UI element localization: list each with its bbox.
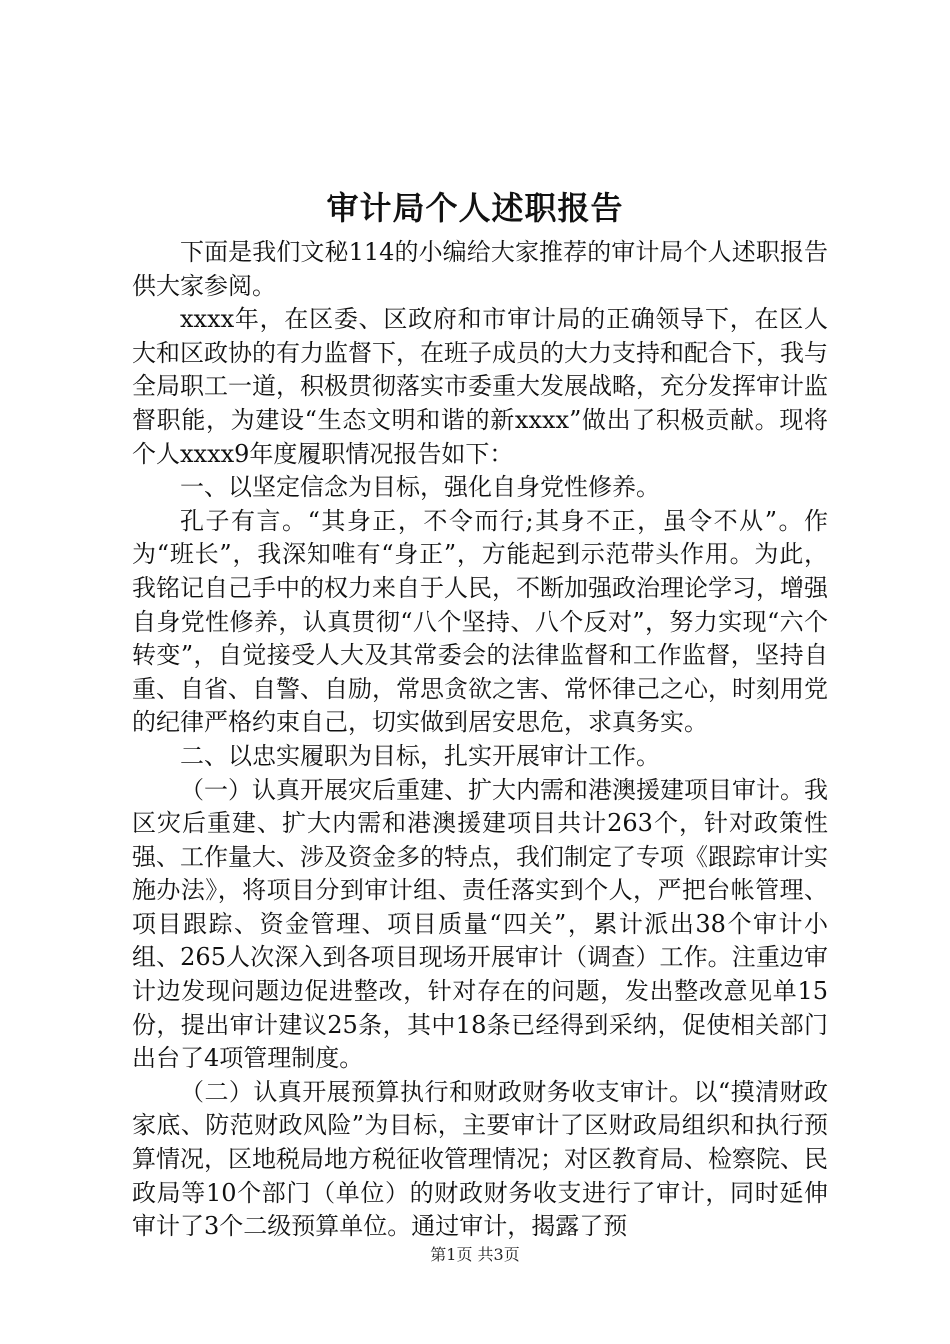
paragraph-overview: xxxx年，在区委、区政府和市审计局的正确领导下，在区人大和区政协的有力监督下，在班子成员的大力支持和配合下，我与全局职工一道，积极贯彻落实市委重大发展战略，充分发挥审计监督职能，为建设“生态文明和谐的新xxxx”做出了积极贡献。现将个人xxxx9年度履职情况报告如下： <box>132 305 828 468</box>
paragraph-section-1: 孔子有言。“其身正，不令而行;其身不正，虽令不从”。作为“班长”，我深知唯有“身正”，方能起到示范带头作用。为此，我铭记自己手中的权力来自于人民，不断加强政治理论学习，增强自身党性修养，认真贯彻“八个坚持、八个反对”，努力实现“六个转变”，自觉接受人大及其常委会的法律监督和工作监督，坚持自重、自省、自警、自励，常思贪欲之害、常怀律己之心，时刻用党的纪律严格约束自己，切实做到居安思危，求真务实。 <box>132 506 828 737</box>
paragraph-intro: 下面是我们文秘114的小编给大家推荐的审计局个人述职报告供大家参阅。 <box>132 238 828 300</box>
paragraph-subsection-2: （二）认真开展预算执行和财政财务收支审计。以“摸清财政家底、防范财政风险”为目标，主要审计了区财政局组织和执行预算情况，区地税局地方税征收管理情况；对区教育局、检察院、民政局等10个部门（单位）的财政财务收支进行了审计，同时延伸审计了3个二级预算单位。通过审计，揭露了预 <box>132 1077 828 1241</box>
section-heading-2: 二、以忠实履职为目标，扎实开展审计工作。 <box>180 741 660 770</box>
section-heading-1: 一、以坚定信念为目标，强化自身党性修养。 <box>180 473 660 502</box>
page-number-footer: 第1页 共3页 <box>430 1245 520 1264</box>
document-title: 审计局个人述职报告 <box>326 189 624 227</box>
paragraph-subsection-1: （一）认真开展灾后重建、扩大内需和港澳援建项目审计。我区灾后重建、扩大内需和港澳援建项目共计263个，针对政策性强、工作量大、涉及资金多的特点，我们制定了专项《跟踪审计实施办法》，将项目分到审计组、责任落实到个人，严把台帐管理、项目跟踪、资金管理、项目质量“四关”，累计派出38个审计小组、265人次深入到各项目现场开展审计（调查）工作。注重边审计边发现问题边促进整改，针对存在的问题，发出整改意见单15份，提出审计建议25条，其中18条已经得到采纳，促使相关部门出台了4项管理制度。 <box>132 775 828 1073</box>
document-body <box>132 236 828 1244</box>
